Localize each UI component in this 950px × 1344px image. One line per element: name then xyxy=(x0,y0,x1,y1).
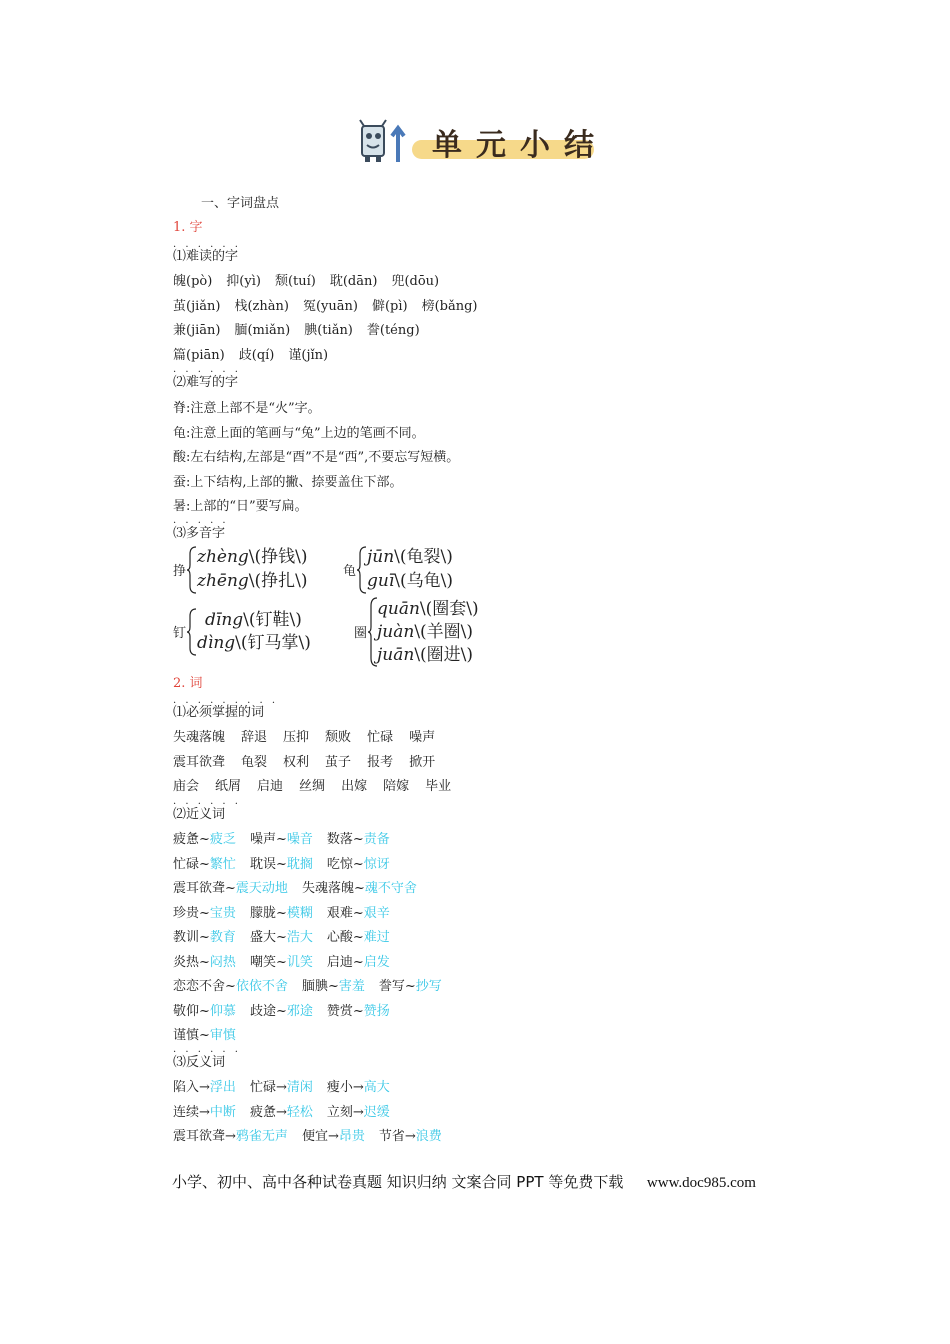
word-item: 出嫁 xyxy=(341,779,368,794)
word-term: 忙碌 xyxy=(173,856,200,872)
word-term: 谨慎 xyxy=(173,1028,200,1043)
arrow-icon: → xyxy=(275,1104,287,1120)
emphasis-dots: . . . . . . xyxy=(173,364,241,375)
tilde-icon: ~ xyxy=(404,979,416,994)
word-pair xyxy=(173,929,236,946)
word-pair xyxy=(302,1128,365,1145)
word-term: 忙碌 xyxy=(249,1080,276,1095)
word-pair-row xyxy=(173,905,404,922)
word-pair xyxy=(173,880,288,897)
emphasis-dots: . . . . . . xyxy=(173,796,241,807)
word-term: 疲惫 xyxy=(173,832,200,847)
word-term: 疲惫 xyxy=(249,1104,276,1120)
word-item: 压抑 xyxy=(283,730,310,745)
word-pair xyxy=(250,1003,313,1020)
word-term: 誊写 xyxy=(378,979,405,994)
tilde-icon: ~ xyxy=(275,954,287,970)
word-answer: 抄写 xyxy=(415,979,442,994)
word-pair-row xyxy=(173,880,431,897)
word-term: 数落 xyxy=(326,832,353,847)
word-pair xyxy=(327,954,390,971)
bixu-title: ⑴必须掌握的词 xyxy=(173,705,265,720)
word-term: 珍贵 xyxy=(173,905,200,921)
word-answer: 噪音 xyxy=(286,832,313,847)
word-term: 炎热 xyxy=(173,954,200,970)
nandu-item: 魄(pò) xyxy=(173,274,213,289)
word-pair xyxy=(173,856,236,873)
word-pair xyxy=(173,954,236,971)
word-term: 陷入 xyxy=(173,1080,200,1095)
tilde-icon: ~ xyxy=(199,832,210,847)
word-answer: 模糊 xyxy=(286,905,313,921)
tilde-icon: ~ xyxy=(199,930,210,945)
arrow-icon: → xyxy=(275,1080,287,1095)
word-answer: 浩大 xyxy=(286,930,313,945)
tilde-icon: ~ xyxy=(275,930,287,945)
word-answer: 浪费 xyxy=(415,1129,442,1144)
nandu-item: 篇(piān) xyxy=(173,347,225,363)
word-term: 震耳欲聋 xyxy=(173,1129,226,1144)
word-term: 朦胧 xyxy=(249,905,276,921)
word-answer: 赞扬 xyxy=(363,1003,390,1019)
nandu-row xyxy=(173,322,434,339)
nandu-row xyxy=(173,273,453,290)
word-pair-row xyxy=(173,1079,404,1096)
tilde-icon: ~ xyxy=(352,930,364,945)
word-item: 启迪 xyxy=(257,779,284,794)
emphasis-dots: . . . . . . xyxy=(173,239,241,250)
word-pair xyxy=(250,831,313,848)
word-pair xyxy=(173,1027,236,1044)
tilde-icon: ~ xyxy=(275,832,287,847)
duoyin-reading: guī\(乌龟\) xyxy=(367,571,454,591)
word-answer: 责备 xyxy=(363,832,390,847)
nandu-title: ⑴难读的字 xyxy=(173,249,239,264)
duoyin-char: 圈 xyxy=(354,626,368,641)
word-item: 颓败 xyxy=(325,730,352,745)
word-answer: 教育 xyxy=(209,930,236,945)
nandu-item: 栈(zhàn) xyxy=(234,298,289,314)
title-logo xyxy=(356,118,408,164)
word-pair xyxy=(250,1104,313,1121)
nanxie-row: 暑:上部的“日”要写扁。 xyxy=(173,499,308,514)
nandu-item: 颓(tuí) xyxy=(274,274,316,289)
word-pair-row xyxy=(173,1027,250,1044)
nandu-item: 歧(qí) xyxy=(238,347,275,363)
nanxie-row: 龟:注意上面的笔画与“兔”上边的笔画不同。 xyxy=(173,425,425,441)
word-pair xyxy=(250,856,313,873)
tilde-icon: ~ xyxy=(199,1028,210,1043)
word-item: 辞退 xyxy=(241,730,268,745)
word-pair xyxy=(327,929,390,946)
word-answer: 鸦雀无声 xyxy=(235,1129,288,1144)
word-term: 震耳欲聋 xyxy=(173,881,226,896)
nandu-item: 抑(yì) xyxy=(226,274,261,289)
word-answer: 惊讶 xyxy=(363,856,390,872)
duoyin-reading: dìng\(钉马掌\) xyxy=(197,633,311,653)
word-answer: 难过 xyxy=(363,930,390,945)
word-term: 教训 xyxy=(173,930,200,945)
word-answer: 中断 xyxy=(209,1104,236,1120)
word-item: 忙碌 xyxy=(367,730,394,745)
tilde-icon: ~ xyxy=(225,979,236,994)
word-term: 赞赏 xyxy=(326,1003,353,1019)
word-answer: 魂不守舍 xyxy=(364,881,417,896)
word-item: 权利 xyxy=(283,754,310,770)
word-pair xyxy=(173,831,236,848)
word-term: 噪声 xyxy=(249,832,276,847)
word-pair-row xyxy=(173,831,404,848)
word-answer: 邪途 xyxy=(286,1003,313,1019)
duoyin-char: 龟 xyxy=(343,564,357,579)
word-answer: 耽搁 xyxy=(286,856,313,872)
word-pair xyxy=(302,880,417,897)
word-pair xyxy=(173,1128,288,1145)
tilde-icon: ~ xyxy=(199,856,210,872)
word-pair-row xyxy=(173,1104,404,1121)
duoyin-reading: jūn\(龟裂\) xyxy=(367,547,453,567)
word-item: 龟裂 xyxy=(241,754,268,770)
tilde-icon: ~ xyxy=(352,832,364,847)
emphasis-dots: . . . . . . . . . xyxy=(173,695,279,706)
word-answer: 疲乏 xyxy=(209,832,236,847)
arrow-icon: → xyxy=(199,1080,210,1095)
word-term: 吃惊 xyxy=(326,856,353,872)
word-pair xyxy=(327,831,390,848)
section-heading: 一、字词盘点 xyxy=(201,196,280,211)
emphasis-dots: . . . . . xyxy=(173,515,229,526)
word-pair xyxy=(327,1079,390,1096)
word-answer: 害羞 xyxy=(338,979,365,994)
word-pair xyxy=(250,954,313,971)
word-pair-row xyxy=(173,978,456,995)
word-answer: 仰慕 xyxy=(209,1003,236,1019)
word-pair-row xyxy=(173,1003,404,1020)
arrow-icon: → xyxy=(225,1129,236,1144)
word-answer: 艰辛 xyxy=(363,905,390,921)
footer-url[interactable]: www.doc985.com xyxy=(646,1175,756,1191)
part-ci-label: 2. 词 xyxy=(173,676,203,691)
word-answer: 繁忙 xyxy=(209,856,236,872)
word-term: 嘲笑 xyxy=(249,954,276,970)
word-item: 丝绸 xyxy=(299,779,326,794)
word-item: 失魂落魄 xyxy=(173,730,226,745)
duoyin-reading: zhèng\(挣钱\) xyxy=(197,547,308,567)
nandu-item: 冤(yuān) xyxy=(302,298,358,314)
nandu-item: 誊(téng) xyxy=(366,323,420,338)
word-pair xyxy=(327,905,390,922)
tilde-icon: ~ xyxy=(275,1003,287,1019)
tilde-icon: ~ xyxy=(275,856,287,872)
duoyin-reading: zhēng\(挣扎\) xyxy=(197,571,308,591)
word-answer: 宝贵 xyxy=(209,905,236,921)
arrow-icon: → xyxy=(352,1080,364,1095)
brace-icon xyxy=(187,608,197,656)
jinyi-title: ⑵近义词 xyxy=(173,807,226,822)
word-term: 启迪 xyxy=(326,954,353,970)
word-item: 震耳欲聋 xyxy=(173,754,226,770)
nandu-item: 榜(bǎng) xyxy=(421,298,478,314)
tilde-icon: ~ xyxy=(199,1003,210,1019)
tilde-icon: ~ xyxy=(199,954,210,970)
tilde-icon: ~ xyxy=(353,881,365,896)
word-answer: 闷热 xyxy=(209,954,236,970)
duoyin-reading: juàn\(羊圈\) xyxy=(377,622,474,642)
word-term: 立刻 xyxy=(326,1104,353,1120)
word-answer: 震天动地 xyxy=(235,881,288,896)
tilde-icon: ~ xyxy=(352,905,364,921)
bixu-row xyxy=(173,778,467,795)
word-term: 连续 xyxy=(173,1104,200,1120)
footer-text: 小学、初中、高中各种试卷真题 知识归纳 文案合同 PPT 等免费下载 xyxy=(172,1173,624,1191)
word-term: 艰难 xyxy=(326,905,353,921)
word-pair xyxy=(173,1003,236,1020)
tilde-icon: ~ xyxy=(275,905,287,921)
nanxie-row: 脊:注意上部不是“火”字。 xyxy=(173,401,321,416)
word-pair-row xyxy=(173,1128,456,1145)
arrow-icon: → xyxy=(404,1129,416,1144)
word-item: 掀开 xyxy=(409,754,436,770)
footer xyxy=(172,1172,756,1193)
word-item: 报考 xyxy=(367,754,394,770)
bixu-row xyxy=(173,729,451,746)
word-pair xyxy=(379,978,442,995)
duoyin-char: 钉 xyxy=(173,626,187,641)
tilde-icon: ~ xyxy=(327,979,339,994)
tilde-icon: ~ xyxy=(199,905,210,921)
nandu-item: 腼(miǎn) xyxy=(234,323,291,338)
nandu-item: 腆(tiǎn) xyxy=(304,323,353,338)
nandu-item: 谨(jǐn) xyxy=(288,347,329,363)
tilde-icon: ~ xyxy=(352,856,364,872)
word-pair-row xyxy=(173,856,404,873)
nandu-item: 茧(jiǎn) xyxy=(173,298,221,314)
word-pair xyxy=(327,856,390,873)
tilde-icon: ~ xyxy=(352,1003,364,1019)
word-item: 毕业 xyxy=(425,779,452,794)
word-pair-row xyxy=(173,954,404,971)
word-pair xyxy=(327,1104,390,1121)
word-item: 陪嫁 xyxy=(383,779,410,794)
part-zi-label: 1. 字 xyxy=(173,220,203,235)
word-pair-row xyxy=(173,929,404,946)
word-term: 腼腆 xyxy=(301,979,328,994)
nandu-row xyxy=(173,347,342,364)
duoyin-title: ⑶多音字 xyxy=(173,526,226,541)
nandu-item: 兜(dōu) xyxy=(391,274,440,289)
nandu-row xyxy=(173,298,492,315)
brace-icon xyxy=(357,546,367,594)
word-pair xyxy=(173,978,288,995)
word-term: 心酸 xyxy=(326,930,353,945)
word-pair xyxy=(250,905,313,922)
word-term: 歧途 xyxy=(249,1003,276,1019)
word-answer: 清闲 xyxy=(286,1080,313,1095)
word-term: 瘦小 xyxy=(326,1080,353,1095)
arrow-icon: → xyxy=(199,1104,210,1120)
word-pair xyxy=(173,905,236,922)
duoyin-reading: juān\(圈进\) xyxy=(377,645,474,665)
cartoon-robot-icon xyxy=(356,118,408,164)
word-pair xyxy=(173,1079,236,1096)
nandu-item: 僻(pì) xyxy=(371,298,408,314)
arrow-icon: → xyxy=(327,1129,339,1144)
duoyin-char: 挣 xyxy=(173,564,187,579)
word-answer: 浮出 xyxy=(209,1080,236,1095)
word-item: 茧子 xyxy=(325,754,352,770)
word-answer: 审慎 xyxy=(209,1028,236,1043)
nandu-item: 耽(dān) xyxy=(329,274,378,289)
word-pair xyxy=(250,929,313,946)
word-term: 敬仰 xyxy=(173,1003,200,1019)
duoyin-reading: quān\(圈套\) xyxy=(377,599,479,619)
emphasis-dots: . . . . . . xyxy=(173,1044,241,1055)
word-pair xyxy=(250,1079,313,1096)
word-answer: 迟缓 xyxy=(363,1104,390,1120)
page-title: 单元小结 xyxy=(432,128,608,163)
word-term: 恋恋不舍 xyxy=(173,979,226,994)
word-item: 庙会 xyxy=(173,779,200,794)
tilde-icon: ~ xyxy=(352,954,364,970)
word-item: 纸屑 xyxy=(215,779,242,794)
word-term: 节省 xyxy=(378,1129,405,1144)
fanyi-title: ⑶反义词 xyxy=(173,1055,226,1070)
word-answer: 高大 xyxy=(363,1080,390,1095)
word-answer: 轻松 xyxy=(286,1104,313,1120)
word-term: 便宜 xyxy=(301,1129,328,1144)
word-pair xyxy=(302,978,365,995)
word-item: 噪声 xyxy=(409,730,436,745)
word-pair xyxy=(327,1003,390,1020)
brace-icon xyxy=(187,546,197,594)
word-answer: 依依不舍 xyxy=(235,979,288,994)
word-answer: 讥笑 xyxy=(286,954,313,970)
word-answer: 昂贵 xyxy=(338,1129,365,1144)
nanxie-title: ⑵难写的字 xyxy=(173,375,239,390)
nanxie-row: 酸:左右结构,左部是“酉”不是“西”,不要忘写短横。 xyxy=(173,450,460,465)
word-term: 失魂落魄 xyxy=(301,881,354,896)
tilde-icon: ~ xyxy=(225,881,236,896)
duoyin-reading: dīng\(钉鞋\) xyxy=(205,610,302,630)
word-pair xyxy=(173,1104,236,1121)
nandu-item: 兼(jiān) xyxy=(173,323,221,338)
word-term: 耽误 xyxy=(249,856,276,872)
bixu-row xyxy=(173,754,451,771)
word-pair xyxy=(379,1128,442,1145)
arrow-icon: → xyxy=(352,1104,364,1120)
nanxie-row: 蚕:上下结构,上部的撇、捺要盖住下部。 xyxy=(173,474,403,490)
word-answer: 启发 xyxy=(363,954,390,970)
word-term: 盛大 xyxy=(249,930,276,945)
